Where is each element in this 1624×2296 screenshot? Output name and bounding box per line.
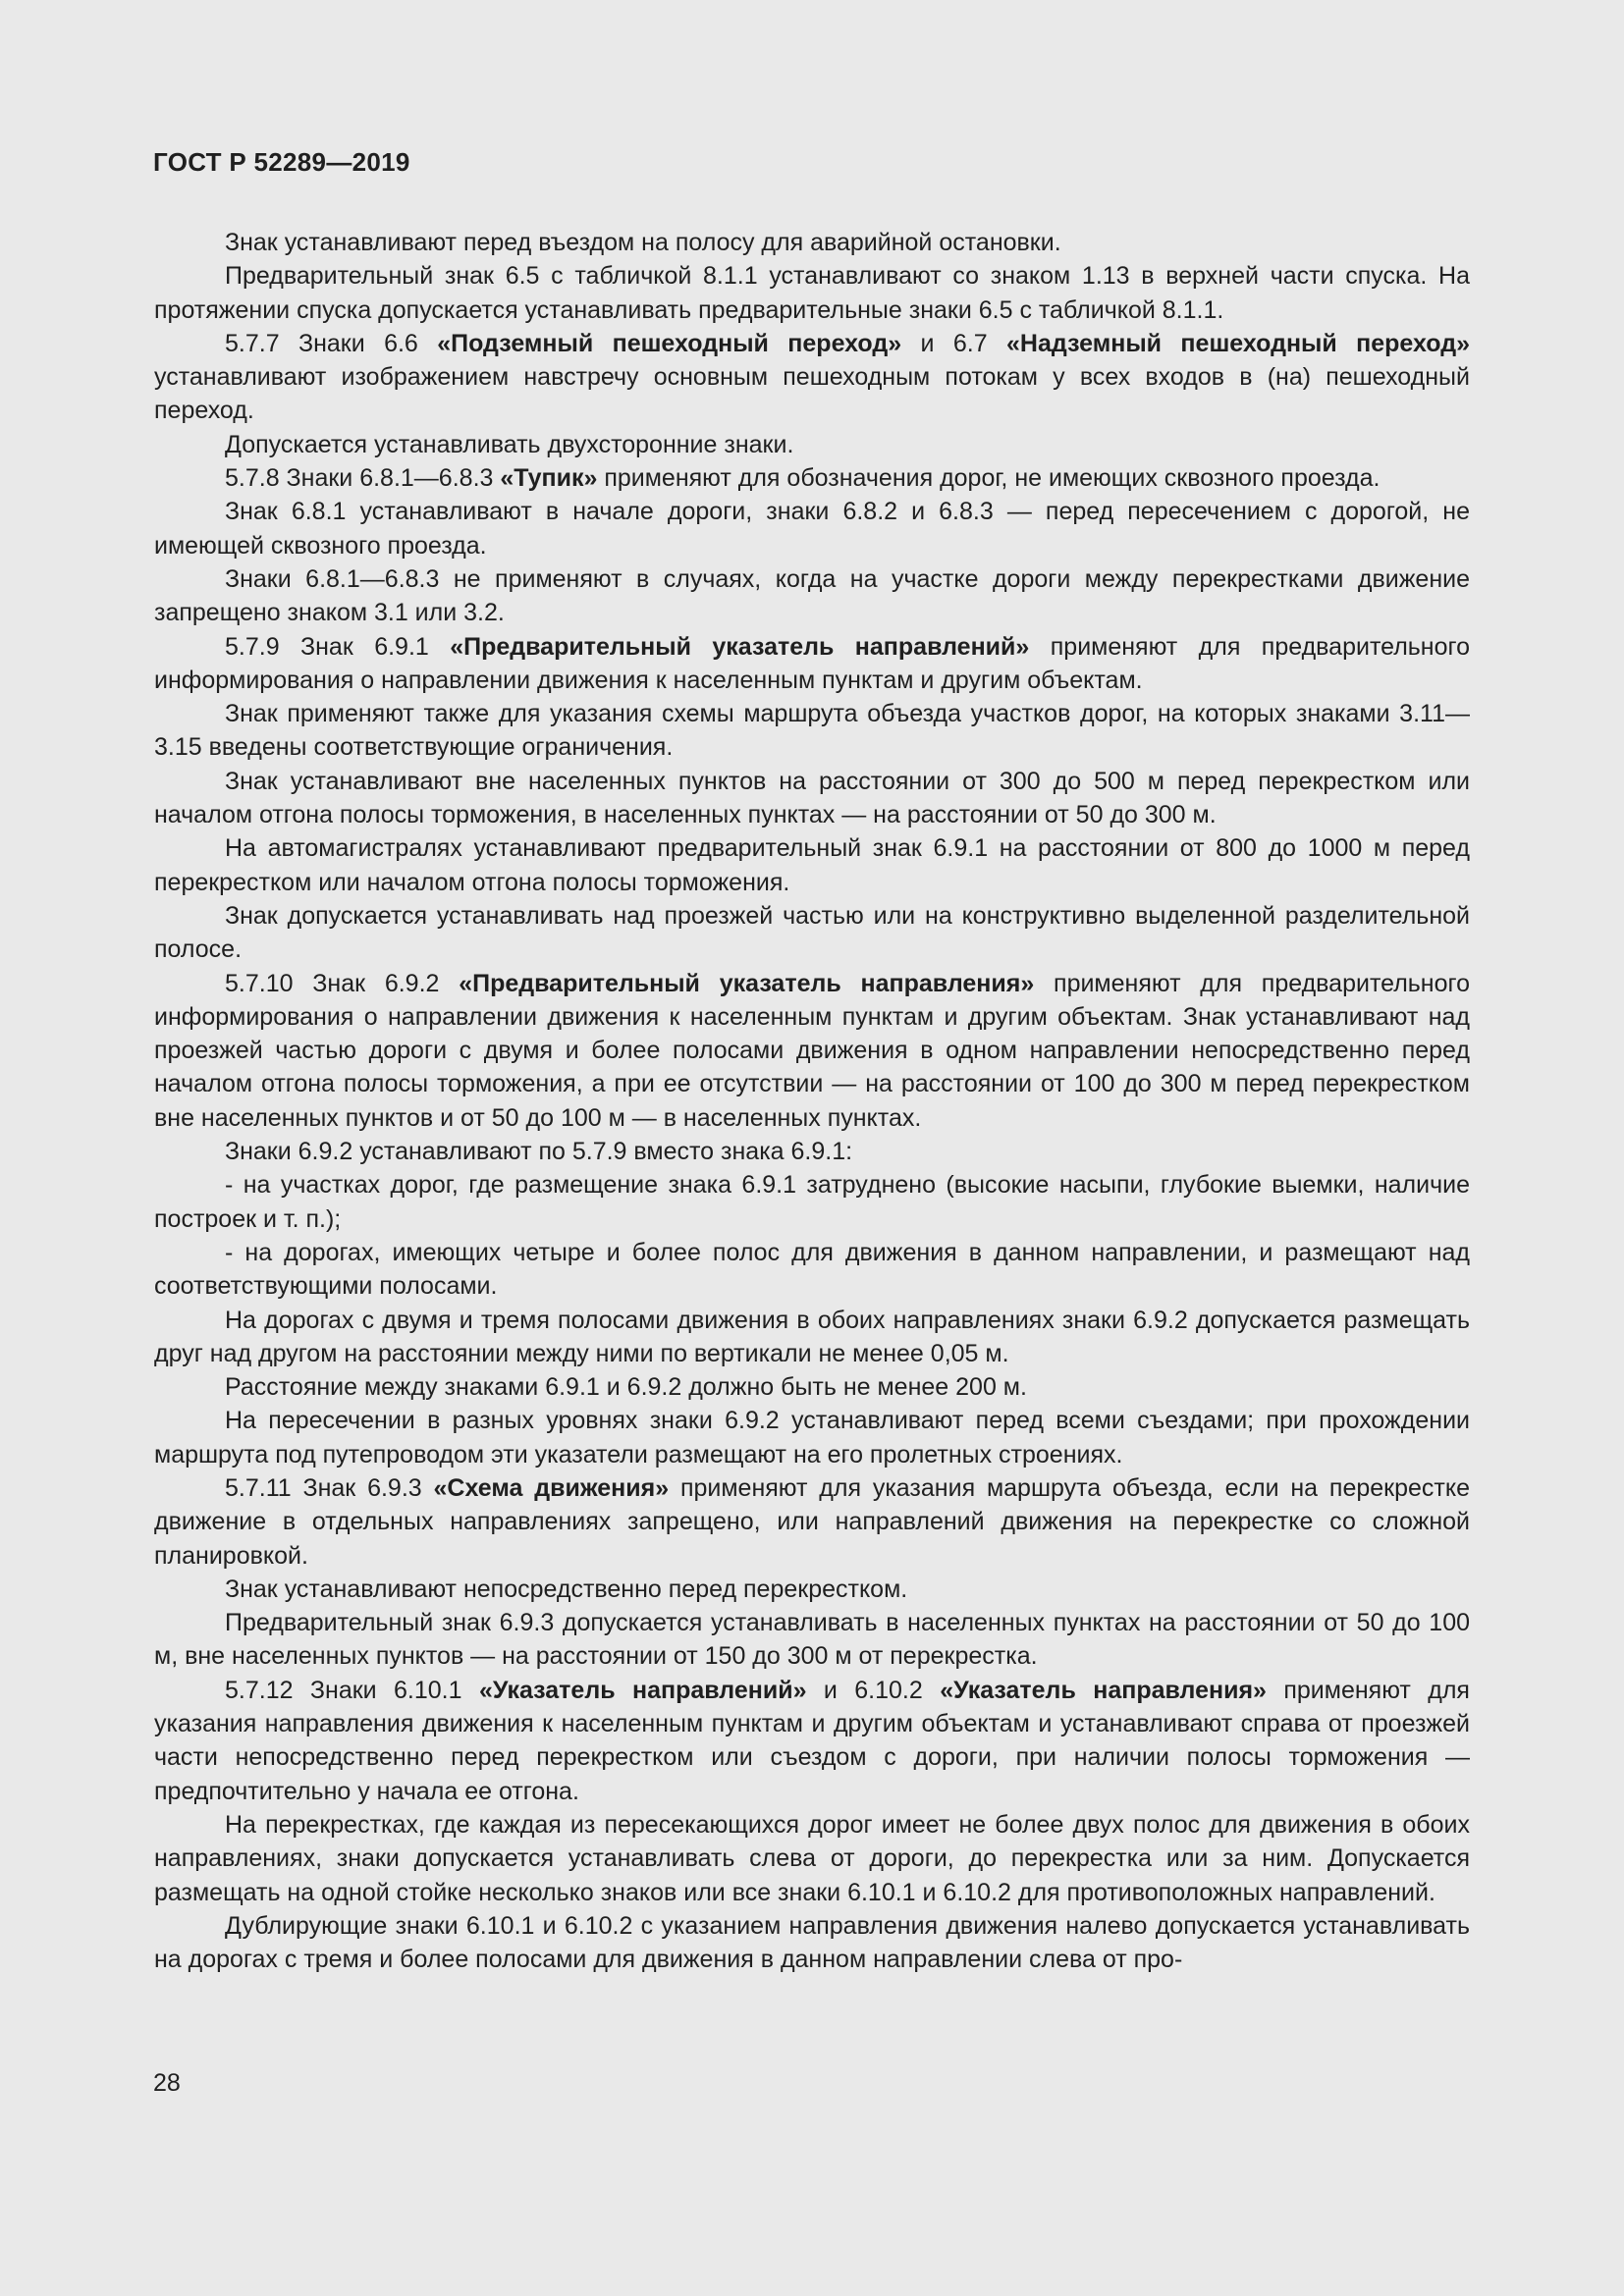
paragraph-section-5-7-10: 5.7.10 Знак 6.9.2 «Предварительный указатель направления» применяют для предварительного информирования о направлении движения к населенным пунктам и другим объектам. Знак устанавливают над проезжей частью дороги с двумя и более полосами движения в одном направлении непосредственно перед началом отгона полосы торможения, а при ее отсутствии — на расстоянии от 100 до 300 м перед перекрестком вне населенных пунктов и от 50 до 100 м — в населенных пунктах.: [154, 969, 1470, 1132]
body-text: [154, 226, 1470, 1976]
page-number: 28: [153, 2069, 181, 2097]
paragraph-section-5-7-7: 5.7.7 Знаки 6.6 «Подземный пешеходный переход» и 6.7 «Надземный пешеходный переход» устанавливают изображением навстречу основным пешеходным потокам у всех входов в (на) пешеходный переход.: [154, 329, 1470, 425]
paragraph-section-5-7-12: 5.7.12 Знаки 6.10.1 «Указатель направлений» и 6.10.2 «Указатель направления» применяют для указания направления движения к населенным пунктам и другим объектам и устанавливают справа от проезжей части непосредственно перед перекрестком или съездом с дороги, при наличии полосы торможения — предпочтительно у начала ее отгона.: [154, 1676, 1470, 1805]
paragraph: На пересечении в разных уровнях знаки 6.9.2 устанавливают перед всеми съездами; при прохождении маршрута под путепроводом эти указатели размещают на его пролетных строениях.: [154, 1407, 1470, 1468]
paragraph: Знак устанавливают вне населенных пунктов на расстоянии от 300 до 500 м перед перекрестком или началом отгона полосы торможения, в населенных пунктах — на расстоянии от 50 до 300 м.: [154, 767, 1470, 829]
paragraph: Знак допускается устанавливать над проезжей частью или на конструктивно выделенной разделительной полосе.: [154, 901, 1470, 964]
paragraph: Знак устанавливают перед въездом на полосу для аварийной остановки.: [225, 229, 1061, 256]
list-item: - на участках дорог, где размещение знака 6.9.1 затруднено (высокие насыпи, глубокие выемки, наличие построек и т. п.);: [154, 1171, 1470, 1233]
list-item: - на дорогах, имеющих четыре и более полос для движения в данном направлении, и размещают над соответствующими полосами.: [154, 1238, 1470, 1301]
paragraph-section-5-7-8: 5.7.8 Знаки 6.8.1—6.8.3 «Тупик» применяют для обозначения дорог, не имеющих сквозного проезда.: [225, 464, 1380, 493]
paragraph: Дублирующие знаки 6.10.1 и 6.10.2 с указанием направления движения налево допускается устанавливать на дорогах с тремя и более полосами для движения в данном направлении слева от про-: [154, 1911, 1470, 1974]
paragraph: На автомагистралях устанавливают предварительный знак 6.9.1 на расстоянии от 800 до 1000 м перед перекрестком или началом отгона полосы торможения.: [154, 834, 1470, 896]
paragraph-section-5-7-11: 5.7.11 Знак 6.9.3 «Схема движения» применяют для указания маршрута объезда, если на перекрестке движение в отдельных направлениях запрещено, или направлений движения на перекрестке со сложной планировкой.: [154, 1473, 1470, 1570]
paragraph: Знак применяют также для указания схемы маршрута объезда участков дорог, на которых знаками 3.11—3.15 введены соответствующие ограничения.: [154, 700, 1470, 762]
paragraph-section-5-7-9: 5.7.9 Знак 6.9.1 «Предварительный указатель направлений» применяют для предварительного информирования о направлении движения к населенным пунктам и другим объектам.: [154, 632, 1470, 694]
paragraph: На перекрестках, где каждая из пересекающихся дорог имеет не более двух полос для движения в обоих направлениях, знаки допускается устанавливать слева от дороги, до перекрестка или за ним. Допускается размещать на одной стойке несколько знаков или все знаки 6.10.1 и 6.10.2 для противоположных направлений.: [154, 1810, 1470, 1906]
paragraph: Знаки 6.8.1—6.8.3 не применяют в случаях, когда на участке дороги между перекрестками движение запрещено знаком 3.1 или 3.2.: [154, 564, 1470, 627]
paragraph: Знак 6.8.1 устанавливают в начале дороги, знаки 6.8.2 и 6.8.3 — перед пересечением с дорогой, не имеющей сквозного проезда.: [154, 498, 1470, 560]
document-header: ГОСТ Р 52289—2019: [153, 147, 410, 177]
paragraph: Предварительный знак 6.5 с табличкой 8.1.1 устанавливают со знаком 1.13 в верхней части спуска. На протяжении спуска допускается устанавливать предварительные знаки 6.5 с табличкой 8.1.1.: [154, 262, 1470, 324]
paragraph: Знак устанавливают непосредственно перед перекрестком.: [225, 1575, 908, 1603]
paragraph: Предварительный знак 6.9.3 допускается устанавливать в населенных пунктах на расстоянии от 50 до 100 м, вне населенных пунктов — на расстоянии от 150 до 300 м от перекрестка.: [154, 1609, 1470, 1671]
paragraph: На дорогах с двумя и тремя полосами движения в обоих направлениях знаки 6.9.2 допускается размещать друг над другом на расстоянии между ними по вертикали не менее 0,05 м.: [154, 1306, 1470, 1367]
paragraph: Знаки 6.9.2 устанавливают по 5.7.9 вместо знака 6.9.1:: [225, 1138, 853, 1166]
paragraph: Расстояние между знаками 6.9.1 и 6.9.2 должно быть не менее 200 м.: [225, 1373, 1027, 1402]
paragraph: Допускается устанавливать двухсторонние знаки.: [225, 430, 794, 458]
